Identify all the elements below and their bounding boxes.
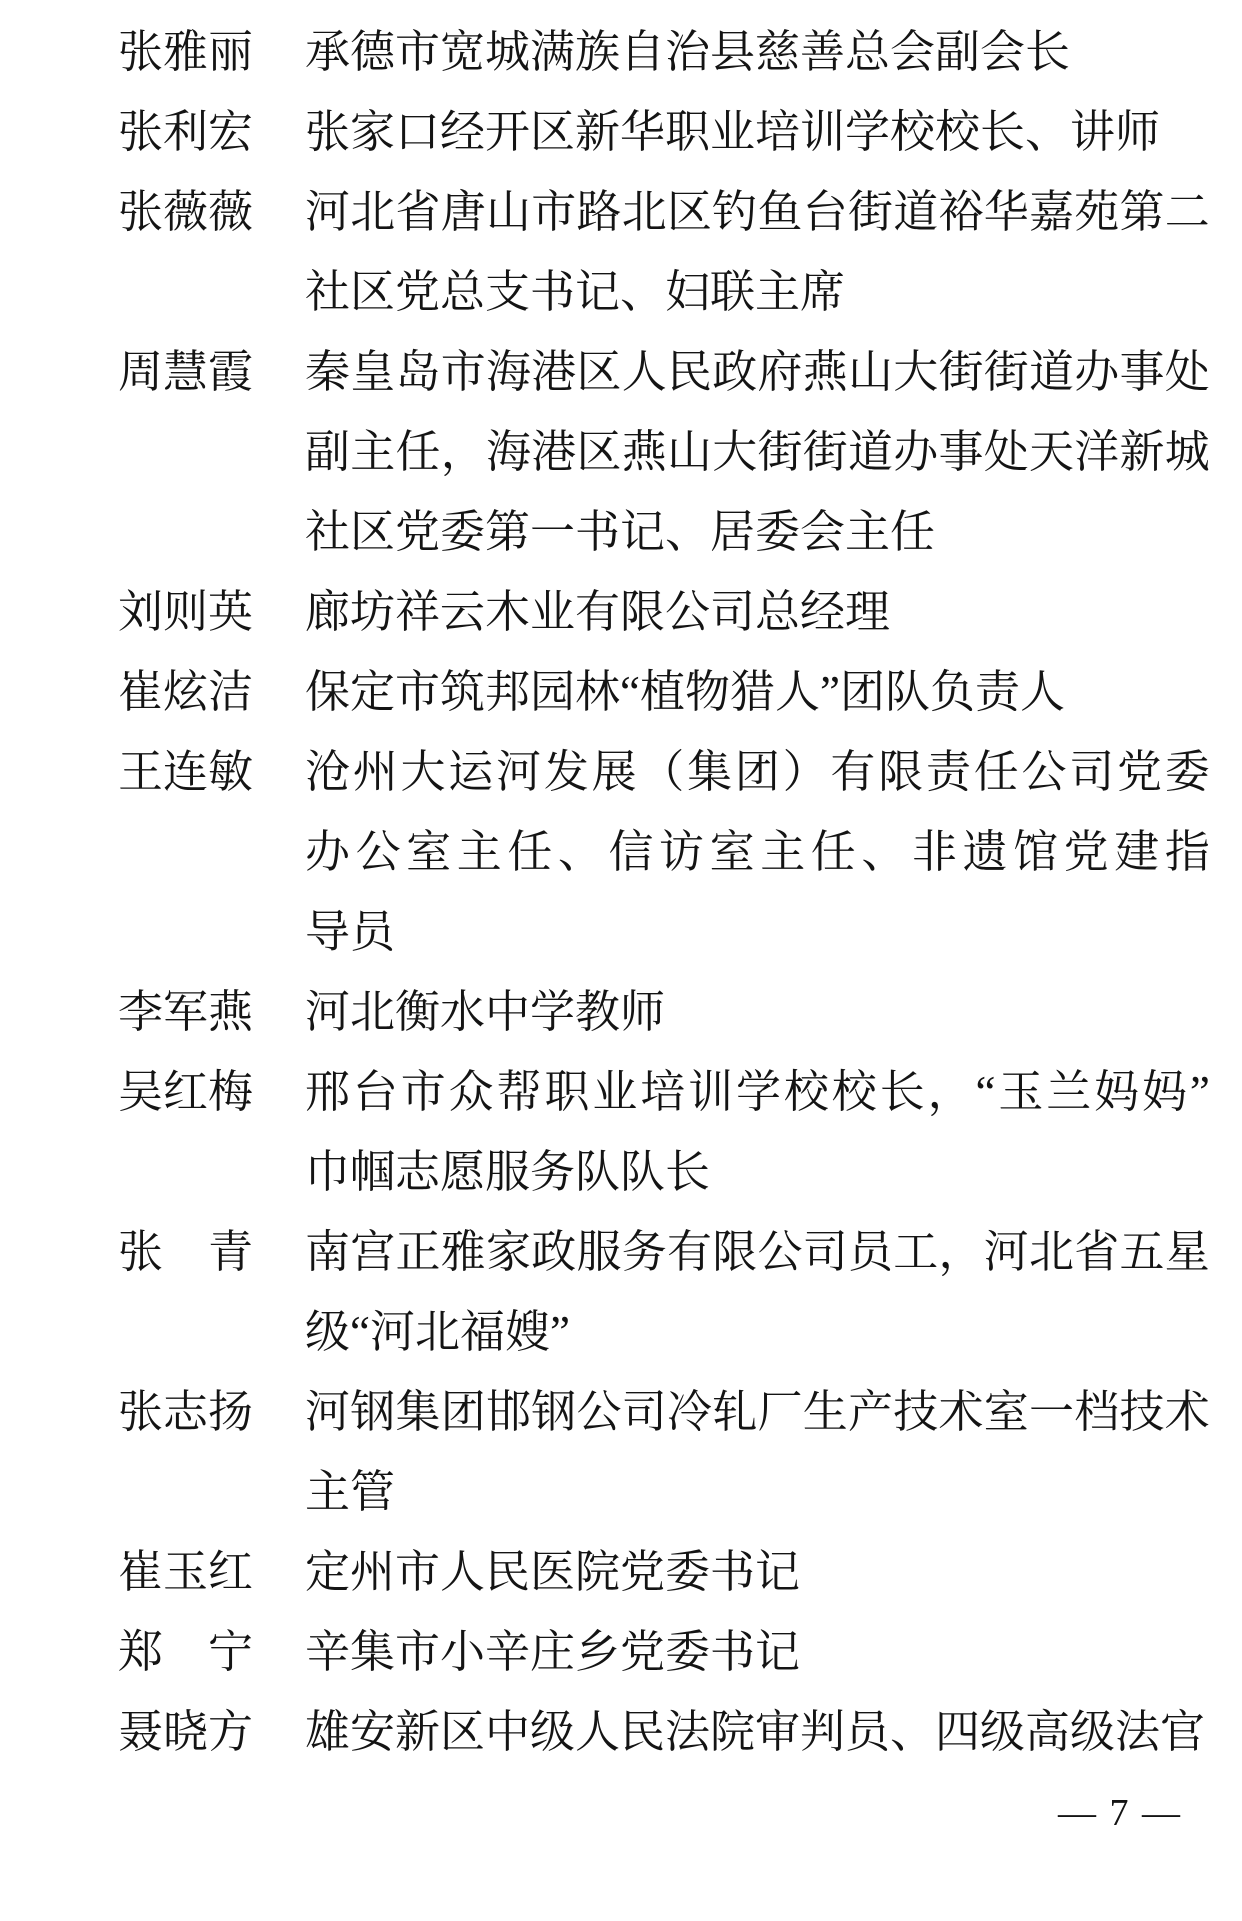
- position-lines: [305, 572, 1210, 652]
- position-line: 河 北 省 唐 山 市 路 北 区 钓 鱼 台 街 道 裕 华 嘉 苑 第 二: [305, 187, 1210, 237]
- position-line: 巾帼志愿服务队队长: [305, 1147, 711, 1197]
- person-name: 张 雅 丽: [118, 27, 254, 77]
- person-name: 崔 玉 红: [118, 1547, 254, 1597]
- person-name: 刘 则 英: [118, 587, 254, 637]
- position-lines: [305, 1212, 1210, 1372]
- entry-row: [118, 12, 1242, 92]
- position-line: 南 宫 正 雅 家 政 服 务 有 限 公 司 员 工 ， 河 北 省 五 星: [305, 1227, 1210, 1277]
- person-name: 崔 炫 洁: [118, 667, 254, 717]
- position-line: 副 主 任 ， 海 港 区 燕 山 大 街 街 道 办 事 处 天 洋 新 城: [305, 427, 1210, 477]
- position-line: 雄安新区中级人民法院审判员、四级高级法官: [305, 1707, 1206, 1757]
- position-lines: [305, 332, 1210, 572]
- position-line: 办 公 室 主 任 、 信 访 室 主 任 、 非 遗 馆 党 建 指: [305, 827, 1210, 877]
- position-line: 河 钢 集 团 邯 钢 公 司 冷 轧 厂 生 产 技 术 室 一 档 技 术: [305, 1387, 1210, 1437]
- position-line: 承德市宽城满族自治县慈善总会副会长: [305, 27, 1071, 77]
- position-line: 定州市人民医院党委书记: [305, 1547, 801, 1597]
- entry-row: [118, 652, 1242, 732]
- entry-row: [118, 972, 1242, 1052]
- position-lines: [305, 92, 1210, 172]
- entry-row: [118, 172, 1242, 332]
- position-line: 廊坊祥云木业有限公司总经理: [305, 587, 891, 637]
- position-lines: [305, 1612, 1210, 1692]
- position-line: 社区党总支书记、妇联主席: [305, 267, 846, 317]
- position-lines: [305, 1532, 1210, 1612]
- position-lines: [305, 1372, 1210, 1532]
- person-name: 吴 红 梅: [118, 1067, 254, 1117]
- entry-row: [118, 92, 1242, 172]
- position-line: 主管: [305, 1467, 396, 1517]
- entry-row: [118, 1692, 1242, 1772]
- position-lines: [305, 172, 1210, 332]
- person-name: 郑 宁: [118, 1627, 253, 1677]
- position-line: 级“河北福嫂”: [305, 1307, 570, 1357]
- page-number: — 7 —: [1058, 1792, 1182, 1834]
- position-line: 张家口经开区新华职业培训学校校长、讲师: [305, 107, 1161, 157]
- entry-row: [118, 1372, 1242, 1532]
- position-line: 保定市筑邦园林“植物猎人”团队负责人: [305, 667, 1065, 717]
- position-lines: [305, 1052, 1210, 1212]
- position-line: 邢 台 市 众 帮 职 业 培 训 学 校 校 长 ， “ 玉 兰 妈 妈 ”: [305, 1067, 1210, 1117]
- entry-row: [118, 332, 1242, 572]
- person-name: 李 军 燕: [118, 987, 254, 1037]
- person-name: 张 志 扬: [118, 1387, 254, 1437]
- person-name: 张 利 宏: [118, 107, 254, 157]
- person-name: 张 青: [118, 1227, 253, 1277]
- position-lines: [305, 732, 1210, 972]
- entry-list: [118, 12, 1242, 1772]
- entry-row: [118, 1532, 1242, 1612]
- position-line: 辛集市小辛庄乡党委书记: [305, 1627, 801, 1677]
- person-name: 聂 晓 方: [118, 1707, 254, 1757]
- entry-row: [118, 1052, 1242, 1212]
- entry-row: [118, 572, 1242, 652]
- person-name: 王 连 敏: [118, 747, 254, 797]
- position-line: 秦 皇 岛 市 海 港 区 人 民 政 府 燕 山 大 街 街 道 办 事 处: [305, 347, 1210, 397]
- position-line: 沧 州 大 运 河 发 展 （ 集 团 ） 有 限 责 任 公 司 党 委: [305, 747, 1210, 797]
- position-lines: [305, 972, 1210, 1052]
- position-lines: [305, 12, 1210, 92]
- entry-row: [118, 1612, 1242, 1692]
- person-name: 张 薇 薇: [118, 187, 254, 237]
- position-lines: [305, 1692, 1210, 1772]
- entry-row: [118, 1212, 1242, 1372]
- position-line: 导员: [305, 907, 396, 957]
- position-lines: [305, 652, 1210, 732]
- position-line: 社区党委第一书记、居委会主任: [305, 507, 936, 557]
- person-name: 周 慧 霞: [118, 347, 254, 397]
- entry-row: [118, 732, 1242, 972]
- position-line: 河北衡水中学教师: [305, 987, 666, 1037]
